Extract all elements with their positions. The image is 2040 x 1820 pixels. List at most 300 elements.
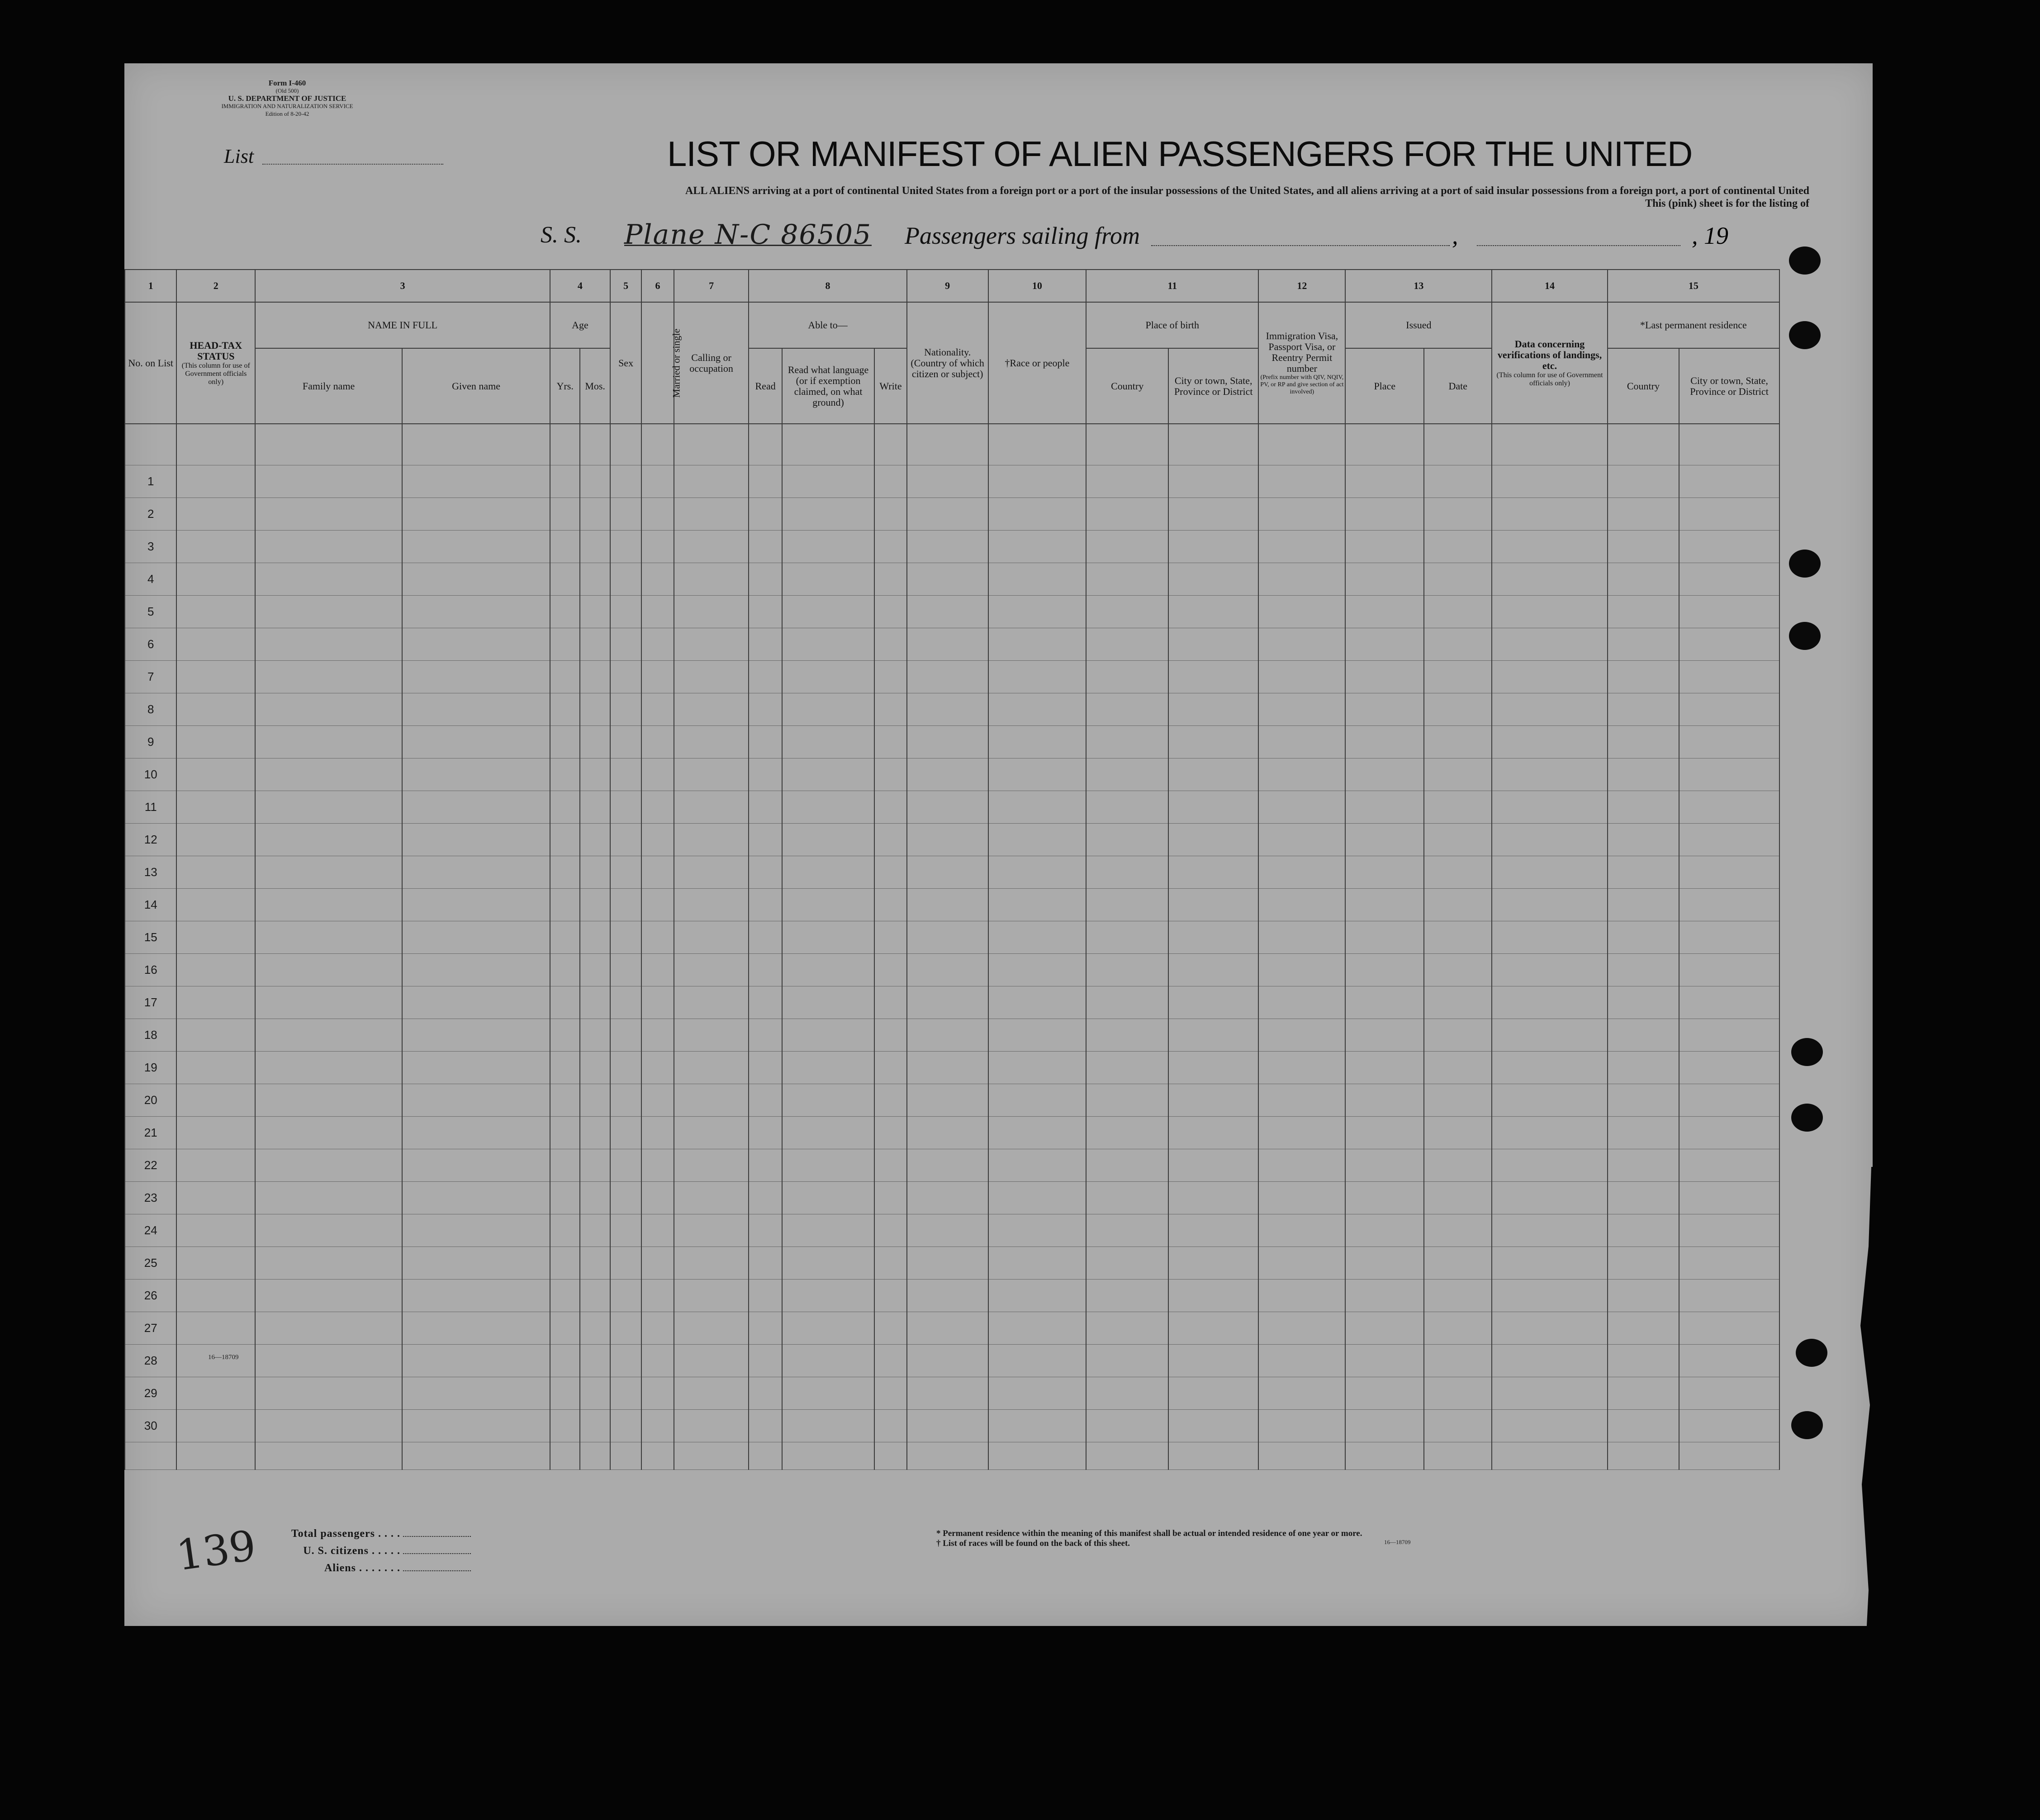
table-cell[interactable]	[1608, 954, 1679, 986]
table-cell[interactable]	[1608, 889, 1679, 921]
table-cell[interactable]	[782, 791, 874, 824]
table-cell[interactable]	[874, 824, 907, 856]
table-cell[interactable]	[1258, 661, 1345, 693]
table-cell[interactable]	[402, 661, 550, 693]
table-cell[interactable]	[176, 921, 255, 954]
table-cell[interactable]	[1492, 693, 1607, 726]
table-cell[interactable]	[610, 1312, 641, 1345]
table-cell[interactable]	[550, 1019, 580, 1052]
table-cell[interactable]	[1086, 1214, 1168, 1247]
table-cell[interactable]	[402, 954, 550, 986]
table-cell[interactable]	[1608, 1182, 1679, 1214]
table-cell[interactable]	[988, 693, 1086, 726]
table-cell[interactable]	[1258, 824, 1345, 856]
table-cell[interactable]	[1258, 791, 1345, 824]
table-cell[interactable]	[610, 1345, 641, 1377]
table-cell[interactable]	[610, 726, 641, 758]
table-cell[interactable]	[988, 1377, 1086, 1410]
table-cell[interactable]	[580, 1052, 610, 1084]
table-cell[interactable]	[402, 693, 550, 726]
table-cell[interactable]	[1679, 824, 1779, 856]
table-cell[interactable]	[176, 758, 255, 791]
table-cell[interactable]	[1258, 1345, 1345, 1377]
table-cell[interactable]	[907, 824, 988, 856]
table-cell[interactable]	[402, 856, 550, 889]
table-cell[interactable]	[1424, 954, 1492, 986]
table-cell[interactable]	[402, 824, 550, 856]
table-cell[interactable]	[1258, 1084, 1345, 1117]
table-cell[interactable]	[1258, 628, 1345, 661]
table-cell[interactable]	[1492, 531, 1607, 563]
table-cell[interactable]	[641, 824, 674, 856]
table-cell[interactable]	[1608, 1214, 1679, 1247]
table-cell[interactable]	[782, 921, 874, 954]
table-cell[interactable]	[1258, 954, 1345, 986]
table-cell[interactable]	[782, 889, 874, 921]
table-cell[interactable]	[874, 563, 907, 596]
table-cell[interactable]	[610, 596, 641, 628]
table-cell[interactable]	[1679, 921, 1779, 954]
table-cell[interactable]	[580, 1149, 610, 1182]
table-cell[interactable]	[550, 791, 580, 824]
table-cell[interactable]	[1679, 791, 1779, 824]
table-cell[interactable]	[988, 1214, 1086, 1247]
table-cell[interactable]	[176, 563, 255, 596]
table-cell[interactable]	[1679, 1019, 1779, 1052]
table-cell[interactable]	[674, 1312, 749, 1345]
table-cell[interactable]	[1679, 498, 1779, 531]
table-cell[interactable]	[1086, 498, 1168, 531]
table-cell[interactable]	[255, 1312, 402, 1345]
table-cell[interactable]	[1345, 1247, 1424, 1280]
table-cell[interactable]	[1424, 1117, 1492, 1149]
table-cell[interactable]	[641, 791, 674, 824]
table-cell[interactable]	[1168, 856, 1258, 889]
table-cell[interactable]	[1086, 563, 1168, 596]
table-cell[interactable]	[1608, 1410, 1679, 1442]
table-cell[interactable]	[255, 1214, 402, 1247]
table-cell[interactable]	[782, 498, 874, 531]
table-cell[interactable]	[1345, 921, 1424, 954]
list-number-field[interactable]	[262, 164, 443, 165]
table-cell[interactable]	[907, 856, 988, 889]
table-cell[interactable]	[988, 498, 1086, 531]
table-cell[interactable]	[402, 791, 550, 824]
table-cell[interactable]	[1086, 726, 1168, 758]
table-cell[interactable]	[580, 1410, 610, 1442]
table-cell[interactable]	[1608, 758, 1679, 791]
table-cell[interactable]	[641, 1247, 674, 1280]
table-cell[interactable]	[782, 1214, 874, 1247]
table-cell[interactable]	[1258, 596, 1345, 628]
table-cell[interactable]	[1258, 1410, 1345, 1442]
table-cell[interactable]	[610, 1084, 641, 1117]
table-cell[interactable]	[610, 1117, 641, 1149]
table-cell[interactable]	[782, 1377, 874, 1410]
table-cell[interactable]	[402, 1214, 550, 1247]
table-cell[interactable]	[580, 1084, 610, 1117]
table-cell[interactable]	[1168, 628, 1258, 661]
table-cell[interactable]	[1492, 824, 1607, 856]
table-cell[interactable]	[988, 921, 1086, 954]
table-cell[interactable]	[402, 921, 550, 954]
table-cell[interactable]	[176, 1280, 255, 1312]
table-cell[interactable]	[674, 1084, 749, 1117]
table-cell[interactable]	[1168, 465, 1258, 498]
table-cell[interactable]	[580, 596, 610, 628]
table-cell[interactable]	[988, 1182, 1086, 1214]
table-cell[interactable]	[1608, 465, 1679, 498]
table-cell[interactable]	[1086, 889, 1168, 921]
table-cell[interactable]	[907, 1410, 988, 1442]
table-cell[interactable]	[402, 563, 550, 596]
table-cell[interactable]	[402, 1117, 550, 1149]
table-cell[interactable]	[1345, 1182, 1424, 1214]
table-cell[interactable]	[610, 1182, 641, 1214]
table-cell[interactable]	[1345, 661, 1424, 693]
table-cell[interactable]	[255, 986, 402, 1019]
table-cell[interactable]	[1608, 726, 1679, 758]
table-cell[interactable]	[749, 921, 782, 954]
table-cell[interactable]	[1679, 889, 1779, 921]
table-cell[interactable]	[988, 1117, 1086, 1149]
table-cell[interactable]	[255, 1345, 402, 1377]
table-cell[interactable]	[988, 1312, 1086, 1345]
table-cell[interactable]	[674, 531, 749, 563]
table-cell[interactable]	[749, 1312, 782, 1345]
table-cell[interactable]	[580, 628, 610, 661]
table-cell[interactable]	[550, 954, 580, 986]
table-cell[interactable]	[1492, 921, 1607, 954]
table-cell[interactable]	[1608, 1084, 1679, 1117]
table-cell[interactable]	[1608, 986, 1679, 1019]
table-cell[interactable]	[580, 856, 610, 889]
table-cell[interactable]	[1679, 596, 1779, 628]
table-cell[interactable]	[610, 1052, 641, 1084]
table-cell[interactable]	[782, 1345, 874, 1377]
table-cell[interactable]	[674, 1345, 749, 1377]
table-cell[interactable]	[550, 1052, 580, 1084]
table-cell[interactable]	[674, 889, 749, 921]
table-cell[interactable]	[1086, 758, 1168, 791]
table-cell[interactable]	[641, 563, 674, 596]
table-cell[interactable]	[1258, 889, 1345, 921]
table-cell[interactable]	[1168, 986, 1258, 1019]
table-cell[interactable]	[1492, 1280, 1607, 1312]
table-cell[interactable]	[1258, 758, 1345, 791]
table-cell[interactable]	[749, 1117, 782, 1149]
table-cell[interactable]	[1345, 726, 1424, 758]
table-cell[interactable]	[988, 1149, 1086, 1182]
table-cell[interactable]	[1345, 498, 1424, 531]
table-cell[interactable]	[255, 791, 402, 824]
table-cell[interactable]	[255, 824, 402, 856]
table-cell[interactable]	[1345, 758, 1424, 791]
table-cell[interactable]	[1679, 1410, 1779, 1442]
table-cell[interactable]	[176, 1410, 255, 1442]
table-cell[interactable]	[907, 1345, 988, 1377]
table-cell[interactable]	[782, 1117, 874, 1149]
table-cell[interactable]	[988, 1345, 1086, 1377]
table-cell[interactable]	[550, 465, 580, 498]
table-cell[interactable]	[782, 1149, 874, 1182]
table-cell[interactable]	[1492, 1345, 1607, 1377]
table-cell[interactable]	[1168, 661, 1258, 693]
table-cell[interactable]	[907, 563, 988, 596]
table-cell[interactable]	[749, 661, 782, 693]
table-cell[interactable]	[550, 726, 580, 758]
table-cell[interactable]	[1168, 693, 1258, 726]
table-cell[interactable]	[1492, 1084, 1607, 1117]
table-cell[interactable]	[402, 1377, 550, 1410]
table-cell[interactable]	[1086, 1345, 1168, 1377]
table-cell[interactable]	[1086, 824, 1168, 856]
table-cell[interactable]	[1086, 1052, 1168, 1084]
table-cell[interactable]	[674, 791, 749, 824]
table-cell[interactable]	[1492, 986, 1607, 1019]
table-cell[interactable]	[255, 889, 402, 921]
table-cell[interactable]	[610, 1214, 641, 1247]
table-cell[interactable]	[1345, 1019, 1424, 1052]
table-cell[interactable]	[1424, 465, 1492, 498]
table-cell[interactable]	[1608, 791, 1679, 824]
table-cell[interactable]	[874, 596, 907, 628]
table-cell[interactable]	[641, 628, 674, 661]
table-cell[interactable]	[782, 596, 874, 628]
table-cell[interactable]	[641, 1052, 674, 1084]
table-cell[interactable]	[1608, 693, 1679, 726]
table-cell[interactable]	[907, 498, 988, 531]
table-cell[interactable]	[907, 1377, 988, 1410]
table-cell[interactable]	[402, 596, 550, 628]
table-cell[interactable]	[610, 954, 641, 986]
table-cell[interactable]	[1608, 921, 1679, 954]
table-cell[interactable]	[907, 1182, 988, 1214]
table-cell[interactable]	[255, 1084, 402, 1117]
table-cell[interactable]	[1608, 1377, 1679, 1410]
table-cell[interactable]	[674, 661, 749, 693]
table-cell[interactable]	[1086, 531, 1168, 563]
table-cell[interactable]	[580, 824, 610, 856]
table-cell[interactable]	[255, 563, 402, 596]
table-cell[interactable]	[1345, 1149, 1424, 1182]
table-cell[interactable]	[1492, 563, 1607, 596]
table-cell[interactable]	[874, 954, 907, 986]
table-cell[interactable]	[1086, 921, 1168, 954]
table-cell[interactable]	[1345, 531, 1424, 563]
table-cell[interactable]	[610, 531, 641, 563]
table-cell[interactable]	[988, 531, 1086, 563]
table-cell[interactable]	[1679, 1149, 1779, 1182]
table-cell[interactable]	[641, 465, 674, 498]
table-cell[interactable]	[1679, 954, 1779, 986]
table-cell[interactable]	[580, 1117, 610, 1149]
table-cell[interactable]	[1168, 1312, 1258, 1345]
table-cell[interactable]	[1492, 498, 1607, 531]
table-cell[interactable]	[641, 758, 674, 791]
table-cell[interactable]	[874, 1345, 907, 1377]
table-cell[interactable]	[550, 693, 580, 726]
table-cell[interactable]	[610, 628, 641, 661]
table-cell[interactable]	[580, 465, 610, 498]
table-cell[interactable]	[988, 1247, 1086, 1280]
table-cell[interactable]	[988, 791, 1086, 824]
table-cell[interactable]	[641, 596, 674, 628]
table-cell[interactable]	[1679, 1117, 1779, 1149]
table-cell[interactable]	[402, 1149, 550, 1182]
table-cell[interactable]	[1168, 1377, 1258, 1410]
table-cell[interactable]	[1424, 531, 1492, 563]
table-cell[interactable]	[782, 758, 874, 791]
table-cell[interactable]	[1345, 1410, 1424, 1442]
table-cell[interactable]	[749, 1214, 782, 1247]
table-cell[interactable]	[874, 889, 907, 921]
table-cell[interactable]	[1258, 1149, 1345, 1182]
table-cell[interactable]	[907, 986, 988, 1019]
table-cell[interactable]	[1424, 758, 1492, 791]
table-cell[interactable]	[782, 1410, 874, 1442]
table-cell[interactable]	[1492, 791, 1607, 824]
table-cell[interactable]	[1679, 563, 1779, 596]
table-cell[interactable]	[641, 1149, 674, 1182]
table-cell[interactable]	[1086, 465, 1168, 498]
table-cell[interactable]	[1345, 1345, 1424, 1377]
table-cell[interactable]	[874, 1117, 907, 1149]
table-cell[interactable]	[402, 1410, 550, 1442]
table-cell[interactable]	[874, 1214, 907, 1247]
table-cell[interactable]	[580, 661, 610, 693]
table-cell[interactable]	[674, 1410, 749, 1442]
table-cell[interactable]	[610, 921, 641, 954]
table-cell[interactable]	[1086, 1312, 1168, 1345]
table-cell[interactable]	[1168, 498, 1258, 531]
table-cell[interactable]	[402, 726, 550, 758]
table-cell[interactable]	[1258, 1280, 1345, 1312]
table-cell[interactable]	[550, 1214, 580, 1247]
table-cell[interactable]	[176, 791, 255, 824]
table-cell[interactable]	[874, 1247, 907, 1280]
table-cell[interactable]	[610, 693, 641, 726]
table-cell[interactable]	[749, 824, 782, 856]
table-cell[interactable]	[402, 628, 550, 661]
table-cell[interactable]	[255, 1410, 402, 1442]
table-cell[interactable]	[402, 986, 550, 1019]
table-cell[interactable]	[1492, 596, 1607, 628]
table-cell[interactable]	[1168, 596, 1258, 628]
table-cell[interactable]	[782, 563, 874, 596]
table-cell[interactable]	[176, 954, 255, 986]
table-cell[interactable]	[907, 1117, 988, 1149]
table-cell[interactable]	[1168, 758, 1258, 791]
table-cell[interactable]	[255, 856, 402, 889]
table-cell[interactable]	[749, 498, 782, 531]
table-cell[interactable]	[782, 1052, 874, 1084]
table-cell[interactable]	[255, 954, 402, 986]
table-cell[interactable]	[1168, 954, 1258, 986]
table-cell[interactable]	[988, 986, 1086, 1019]
table-cell[interactable]	[1258, 693, 1345, 726]
table-cell[interactable]	[641, 661, 674, 693]
table-cell[interactable]	[907, 531, 988, 563]
table-cell[interactable]	[1258, 1312, 1345, 1345]
table-cell[interactable]	[402, 758, 550, 791]
table-cell[interactable]	[1424, 824, 1492, 856]
table-cell[interactable]	[874, 1182, 907, 1214]
table-cell[interactable]	[580, 563, 610, 596]
table-cell[interactable]	[1424, 921, 1492, 954]
table-cell[interactable]	[749, 1084, 782, 1117]
table-cell[interactable]	[176, 1084, 255, 1117]
table-cell[interactable]	[674, 628, 749, 661]
table-cell[interactable]	[1424, 1149, 1492, 1182]
table-cell[interactable]	[610, 856, 641, 889]
table-cell[interactable]	[1424, 791, 1492, 824]
table-cell[interactable]	[1679, 661, 1779, 693]
table-cell[interactable]	[176, 465, 255, 498]
table-cell[interactable]	[674, 1117, 749, 1149]
table-cell[interactable]	[1345, 954, 1424, 986]
table-cell[interactable]	[402, 498, 550, 531]
table-cell[interactable]	[988, 889, 1086, 921]
table-cell[interactable]	[674, 856, 749, 889]
table-cell[interactable]	[176, 531, 255, 563]
table-cell[interactable]	[580, 1377, 610, 1410]
table-cell[interactable]	[1168, 1247, 1258, 1280]
table-cell[interactable]	[782, 1084, 874, 1117]
table-cell[interactable]	[749, 465, 782, 498]
table-cell[interactable]	[176, 889, 255, 921]
table-cell[interactable]	[1086, 1117, 1168, 1149]
table-cell[interactable]	[550, 1247, 580, 1280]
table-cell[interactable]	[1345, 986, 1424, 1019]
table-cell[interactable]	[1258, 1214, 1345, 1247]
table-cell[interactable]	[1679, 1345, 1779, 1377]
table-cell[interactable]	[674, 824, 749, 856]
table-cell[interactable]	[1679, 1280, 1779, 1312]
table-cell[interactable]	[641, 1084, 674, 1117]
table-cell[interactable]	[1168, 791, 1258, 824]
table-cell[interactable]	[907, 661, 988, 693]
table-cell[interactable]	[1168, 726, 1258, 758]
table-cell[interactable]	[1345, 1377, 1424, 1410]
table-cell[interactable]	[1086, 1019, 1168, 1052]
table-cell[interactable]	[874, 1377, 907, 1410]
table-cell[interactable]	[1345, 1280, 1424, 1312]
table-cell[interactable]	[641, 1019, 674, 1052]
table-cell[interactable]	[988, 856, 1086, 889]
table-cell[interactable]	[1345, 628, 1424, 661]
table-cell[interactable]	[641, 1182, 674, 1214]
table-cell[interactable]	[1608, 1019, 1679, 1052]
table-cell[interactable]	[550, 563, 580, 596]
table-cell[interactable]	[1345, 465, 1424, 498]
table-cell[interactable]	[550, 628, 580, 661]
table-cell[interactable]	[176, 1377, 255, 1410]
table-cell[interactable]	[749, 628, 782, 661]
table-cell[interactable]	[749, 563, 782, 596]
table-cell[interactable]	[1608, 628, 1679, 661]
table-cell[interactable]	[550, 498, 580, 531]
table-cell[interactable]	[988, 1019, 1086, 1052]
table-cell[interactable]	[1492, 1052, 1607, 1084]
table-cell[interactable]	[1258, 1117, 1345, 1149]
table-cell[interactable]	[988, 596, 1086, 628]
table-cell[interactable]	[1424, 1410, 1492, 1442]
table-cell[interactable]	[1345, 824, 1424, 856]
table-cell[interactable]	[749, 856, 782, 889]
table-cell[interactable]	[1608, 1280, 1679, 1312]
table-cell[interactable]	[610, 1280, 641, 1312]
